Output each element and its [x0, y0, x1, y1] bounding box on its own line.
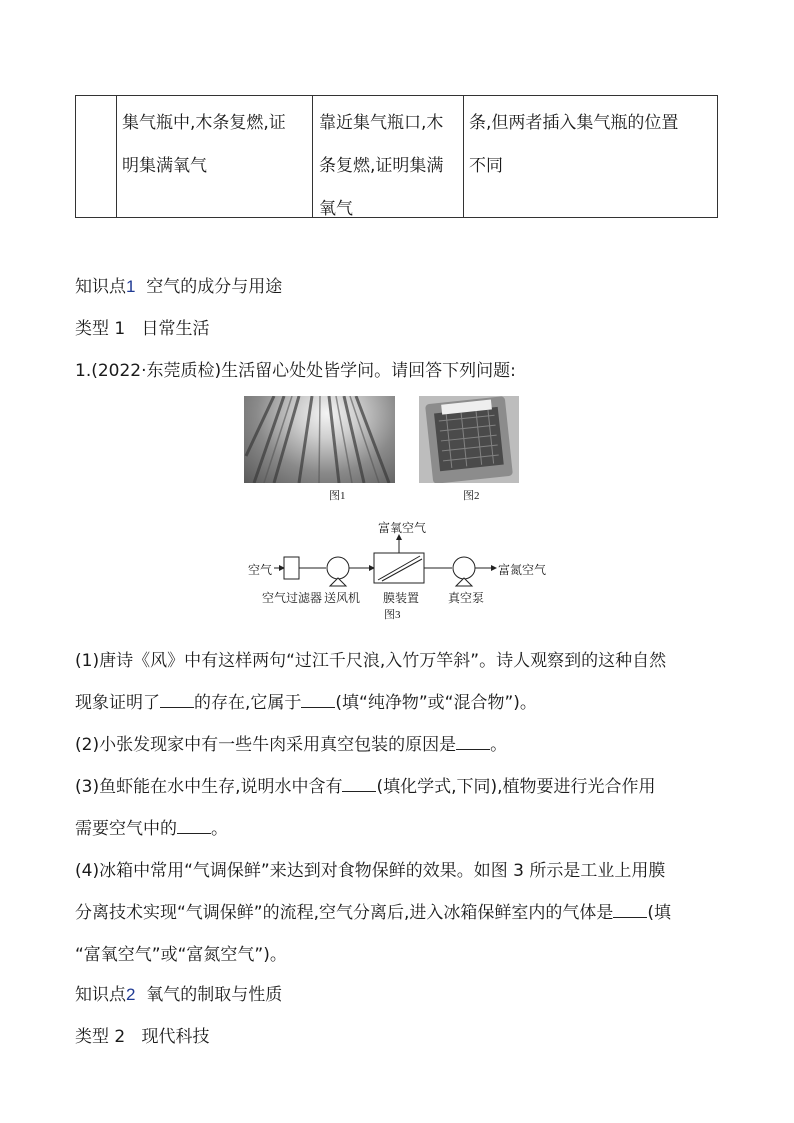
text-segment: (填化学式,下同),植物要进行光合作用	[376, 777, 656, 797]
text-segment: (填“纯净物”或“混合物”)。	[335, 693, 537, 713]
label-air: 空气	[248, 563, 273, 577]
text-segment: 现象证明了	[75, 693, 160, 713]
knowledge-point-1-heading	[75, 272, 282, 297]
text-segment: 需要空气中的	[75, 819, 177, 839]
label-nitrogen-rich-air: 富氮空气	[498, 563, 547, 577]
table-column-divider	[116, 96, 117, 217]
vacuum-pump-stand	[456, 578, 472, 586]
figure-3-caption: 图3	[384, 609, 401, 621]
blower-circle	[327, 557, 349, 579]
subquestion-2	[75, 730, 507, 755]
air-filter-box	[284, 557, 299, 579]
answer-blank[interactable]	[177, 832, 211, 834]
kp-number: 2	[126, 985, 136, 1004]
text-segment: 。	[211, 819, 228, 839]
label-blower: 送风机	[324, 591, 361, 605]
text-segment: 分离技术实现“气调保鲜”的流程,空气分离后,进入冰箱保鲜室内的气体是	[75, 903, 614, 923]
kp-number: 1	[126, 277, 136, 296]
subquestion-1-line-1: (1)唐诗《风》中有这样两句“过江千尺浪,入竹万竿斜”。诗人观察到的这种自然	[75, 651, 667, 671]
subquestion-4-line-2	[75, 898, 671, 923]
text-segment: 。	[490, 735, 508, 755]
type-title: 日常生活	[141, 319, 210, 339]
table-column-divider	[463, 96, 464, 217]
type-title: 现代科技	[141, 1027, 210, 1047]
vacuum-packed-beef-photo	[419, 396, 519, 483]
subquestion-3-line-1	[75, 772, 656, 797]
table-column-divider	[312, 96, 313, 217]
bamboo-forest-photo	[244, 396, 395, 483]
figure-1-caption: 图1	[329, 490, 346, 502]
text-segment: (3)鱼虾能在水中生存,说明水中含有	[75, 777, 343, 797]
kp-title: 氧气的制取与性质	[146, 985, 283, 1005]
subquestion-4-line-1: (4)冰箱中常用“气调保鲜”来达到对食物保鲜的效果。如图 3 所示是工业上用膜	[75, 861, 666, 881]
knowledge-point-2-heading	[75, 980, 282, 1005]
answer-table	[75, 95, 718, 218]
subquestion-3-line-2	[75, 814, 228, 839]
label-vacuum-pump: 真空泵	[448, 591, 485, 605]
table-cell-1: 集气瓶中,木条复燃,证 明集满氧气	[122, 113, 286, 176]
type-1-heading	[75, 314, 209, 339]
vacuum-pump-circle	[453, 557, 475, 579]
figure-2-caption: 图2	[463, 490, 480, 502]
answer-blank[interactable]	[160, 706, 194, 708]
label-membrane-device: 膜装置	[383, 591, 420, 605]
kp-title: 空气的成分与用途	[146, 277, 283, 297]
kp-prefix: 知识点	[75, 985, 126, 1005]
question-1-stem: 1.(2022·东莞质检)生活留心处处皆学问。请回答下列问题:	[75, 361, 516, 381]
text-segment: (填	[647, 903, 672, 923]
kp-prefix: 知识点	[75, 277, 126, 297]
type-2-heading	[75, 1022, 209, 1047]
answer-blank[interactable]	[613, 916, 647, 918]
type-label: 类型 2	[75, 1027, 126, 1047]
blower-stand	[330, 578, 346, 586]
label-oxygen-rich-air: 富氧空气	[378, 521, 427, 535]
table-cell-2: 靠近集气瓶口,木 条复燃,证明集满 氧气	[319, 113, 444, 219]
answer-blank[interactable]	[456, 748, 490, 750]
text-segment: 的存在,它属于	[194, 693, 302, 713]
answer-blank[interactable]	[342, 790, 376, 792]
type-label: 类型 1	[75, 319, 126, 339]
text-segment: (2)小张发现家中有一些牛肉采用真空包装的原因是	[75, 735, 457, 755]
subquestion-1-line-2	[75, 688, 537, 713]
answer-blank[interactable]	[301, 706, 335, 708]
label-air-filter: 空气过滤器	[262, 591, 323, 605]
subquestion-4-line-3: “富氧空气”或“富氮空气”)。	[75, 945, 287, 965]
table-cell-3: 条,但两者插入集气瓶的位置 不同	[469, 113, 679, 176]
